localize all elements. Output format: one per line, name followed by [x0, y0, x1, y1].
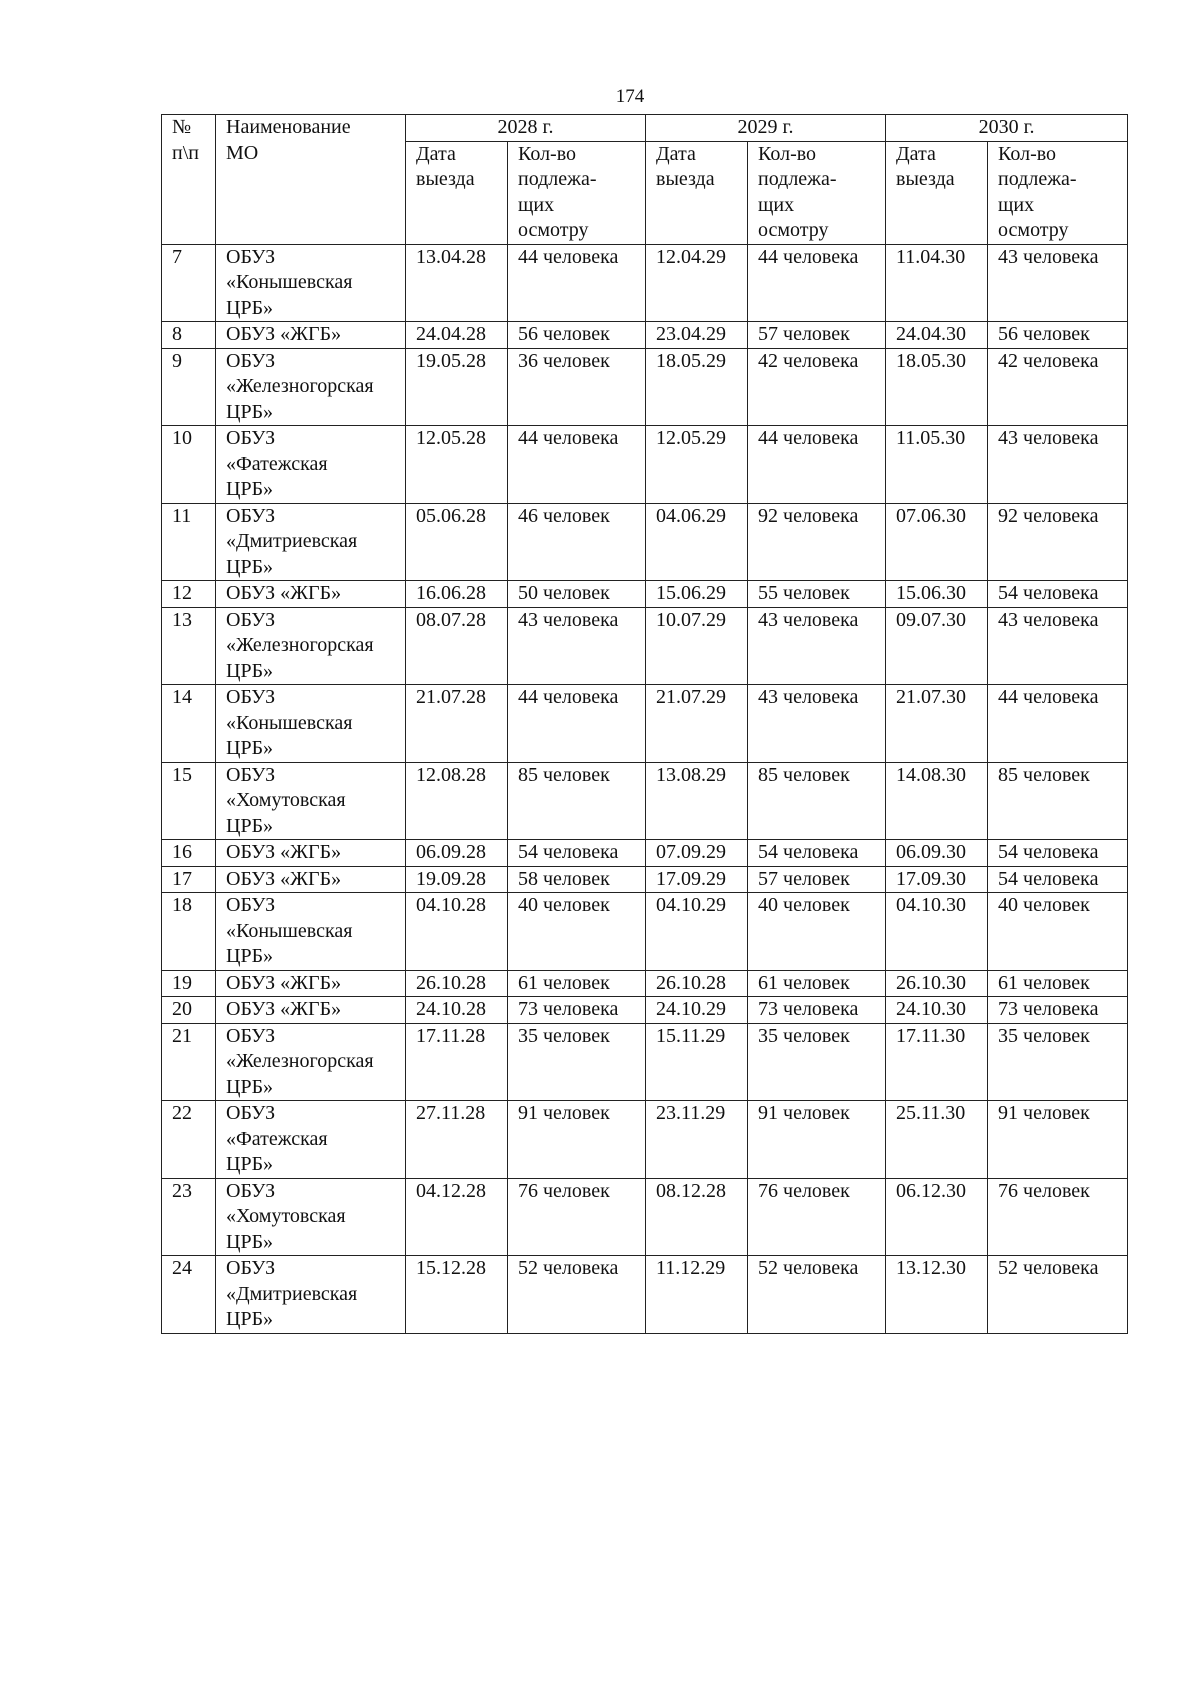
visit-date-2030: 13.12.30	[886, 1256, 988, 1334]
organization-name: ОБУЗ «Хомутовская ЦРБ»	[216, 762, 406, 840]
organization-name: ОБУЗ «Конышевская ЦРБ»	[216, 685, 406, 763]
exam-count-2030: 56 человек	[988, 322, 1128, 349]
header-num: № п\п	[162, 115, 216, 245]
exam-count-2029: 57 человек	[748, 322, 886, 349]
exam-count-2028: 56 человек	[508, 322, 646, 349]
row-number: 20	[162, 997, 216, 1024]
row-number: 17	[162, 866, 216, 893]
visit-date-2028: 27.11.28	[406, 1101, 508, 1179]
exam-count-2028: 54 человека	[508, 840, 646, 867]
exam-count-2030: 43 человека	[988, 244, 1128, 322]
visit-date-2030: 15.06.30	[886, 581, 988, 608]
visit-date-2029: 04.10.29	[646, 893, 748, 971]
row-number: 19	[162, 970, 216, 997]
exam-count-2030: 76 человек	[988, 1178, 1128, 1256]
row-number: 16	[162, 840, 216, 867]
row-number: 18	[162, 893, 216, 971]
row-number: 9	[162, 348, 216, 426]
visit-date-2029: 07.09.29	[646, 840, 748, 867]
header-count: Кол-во подлежа- щих осмотру	[508, 141, 646, 244]
visit-date-2029: 04.06.29	[646, 503, 748, 581]
exam-count-2028: 44 человека	[508, 685, 646, 763]
visit-date-2029: 17.09.29	[646, 866, 748, 893]
exam-count-2029: 35 человек	[748, 1023, 886, 1101]
exam-count-2029: 44 человека	[748, 244, 886, 322]
header-year-2028: 2028 г.	[406, 115, 646, 142]
visit-date-2030: 24.04.30	[886, 322, 988, 349]
exam-count-2030: 61 человек	[988, 970, 1128, 997]
visit-date-2028: 19.05.28	[406, 348, 508, 426]
exam-count-2028: 40 человек	[508, 893, 646, 971]
exam-count-2029: 91 человек	[748, 1101, 886, 1179]
table-row	[162, 244, 1128, 322]
exam-count-2029: 42 человека	[748, 348, 886, 426]
organization-name: ОБУЗ «ЖГБ»	[216, 840, 406, 867]
visit-date-2028: 04.12.28	[406, 1178, 508, 1256]
page-number: 174	[615, 86, 645, 107]
visit-date-2028: 12.08.28	[406, 762, 508, 840]
visit-date-2028: 08.07.28	[406, 607, 508, 685]
row-number: 10	[162, 426, 216, 504]
exam-count-2028: 46 человек	[508, 503, 646, 581]
organization-name: ОБУЗ «Железногорская ЦРБ»	[216, 607, 406, 685]
visit-date-2029: 18.05.29	[646, 348, 748, 426]
exam-count-2030: 43 человека	[988, 426, 1128, 504]
header-row-years	[162, 115, 1128, 142]
header-count: Кол-во подлежа- щих осмотру	[988, 141, 1128, 244]
exam-count-2028: 43 человека	[508, 607, 646, 685]
exam-count-2029: 40 человек	[748, 893, 886, 971]
visit-date-2029: 23.04.29	[646, 322, 748, 349]
visit-date-2030: 24.10.30	[886, 997, 988, 1024]
organization-name: ОБУЗ «Железногорская ЦРБ»	[216, 1023, 406, 1101]
exam-count-2029: 73 человека	[748, 997, 886, 1024]
organization-name: ОБУЗ «Конышевская ЦРБ»	[216, 244, 406, 322]
visit-date-2030: 21.07.30	[886, 685, 988, 763]
row-number: 7	[162, 244, 216, 322]
visit-date-2030: 11.04.30	[886, 244, 988, 322]
exam-count-2029: 76 человек	[748, 1178, 886, 1256]
table-row	[162, 970, 1128, 997]
visit-date-2028: 06.09.28	[406, 840, 508, 867]
visit-date-2030: 06.09.30	[886, 840, 988, 867]
row-number: 8	[162, 322, 216, 349]
organization-name: ОБУЗ «Конышевская ЦРБ»	[216, 893, 406, 971]
table-row	[162, 322, 1128, 349]
row-number: 22	[162, 1101, 216, 1179]
table-row	[162, 1256, 1128, 1334]
exam-count-2029: 43 человека	[748, 685, 886, 763]
table-row	[162, 581, 1128, 608]
exam-count-2029: 92 человека	[748, 503, 886, 581]
exam-count-2030: 91 человек	[988, 1101, 1128, 1179]
exam-count-2030: 54 человека	[988, 840, 1128, 867]
exam-count-2029: 52 человека	[748, 1256, 886, 1334]
exam-count-2030: 54 человека	[988, 866, 1128, 893]
row-number: 13	[162, 607, 216, 685]
exam-count-2028: 85 человек	[508, 762, 646, 840]
visit-date-2030: 06.12.30	[886, 1178, 988, 1256]
exam-count-2029: 57 человек	[748, 866, 886, 893]
visit-date-2029: 24.10.29	[646, 997, 748, 1024]
table-row	[162, 1178, 1128, 1256]
organization-name: ОБУЗ «Дмитриевская ЦРБ»	[216, 503, 406, 581]
visit-date-2028: 04.10.28	[406, 893, 508, 971]
table-row	[162, 1101, 1128, 1179]
organization-name: ОБУЗ «ЖГБ»	[216, 866, 406, 893]
visit-date-2030: 25.11.30	[886, 1101, 988, 1179]
visit-date-2028: 24.04.28	[406, 322, 508, 349]
visit-date-2030: 17.09.30	[886, 866, 988, 893]
exam-count-2030: 44 человека	[988, 685, 1128, 763]
visit-date-2030: 17.11.30	[886, 1023, 988, 1101]
visit-date-2029: 12.04.29	[646, 244, 748, 322]
visit-date-2029: 13.08.29	[646, 762, 748, 840]
exam-count-2028: 36 человек	[508, 348, 646, 426]
visit-date-2029: 08.12.28	[646, 1178, 748, 1256]
visit-date-2028: 15.12.28	[406, 1256, 508, 1334]
row-number: 23	[162, 1178, 216, 1256]
visit-date-2029: 23.11.29	[646, 1101, 748, 1179]
visit-date-2028: 13.04.28	[406, 244, 508, 322]
table-row	[162, 997, 1128, 1024]
visit-date-2029: 26.10.28	[646, 970, 748, 997]
exam-count-2028: 76 человек	[508, 1178, 646, 1256]
exam-count-2029: 44 человека	[748, 426, 886, 504]
exam-count-2030: 42 человека	[988, 348, 1128, 426]
exam-count-2030: 85 человек	[988, 762, 1128, 840]
table-row	[162, 685, 1128, 763]
exam-count-2030: 73 человека	[988, 997, 1128, 1024]
organization-name: ОБУЗ «Хомутовская ЦРБ»	[216, 1178, 406, 1256]
table-header	[162, 115, 1128, 245]
exam-count-2030: 52 человека	[988, 1256, 1128, 1334]
table-row	[162, 762, 1128, 840]
exam-count-2028: 61 человек	[508, 970, 646, 997]
header-date: Дата выезда	[406, 141, 508, 244]
visit-date-2028: 19.09.28	[406, 866, 508, 893]
exam-count-2028: 73 человека	[508, 997, 646, 1024]
visit-date-2029: 15.11.29	[646, 1023, 748, 1101]
visit-date-2030: 14.08.30	[886, 762, 988, 840]
organization-name: ОБУЗ «Дмитриевская ЦРБ»	[216, 1256, 406, 1334]
row-number: 14	[162, 685, 216, 763]
exam-count-2028: 35 человек	[508, 1023, 646, 1101]
visit-date-2028: 16.06.28	[406, 581, 508, 608]
visit-date-2028: 21.07.28	[406, 685, 508, 763]
visit-date-2030: 11.05.30	[886, 426, 988, 504]
exam-count-2028: 44 человека	[508, 244, 646, 322]
row-number: 11	[162, 503, 216, 581]
organization-name: ОБУЗ «ЖГБ»	[216, 970, 406, 997]
table-row	[162, 426, 1128, 504]
header-date: Дата выезда	[646, 141, 748, 244]
row-number: 24	[162, 1256, 216, 1334]
exam-count-2028: 91 человек	[508, 1101, 646, 1179]
visit-date-2029: 15.06.29	[646, 581, 748, 608]
header-date: Дата выезда	[886, 141, 988, 244]
visit-date-2029: 12.05.29	[646, 426, 748, 504]
table-row	[162, 503, 1128, 581]
exam-count-2029: 85 человек	[748, 762, 886, 840]
header-year-2030: 2030 г.	[886, 115, 1128, 142]
table-row	[162, 893, 1128, 971]
exam-count-2030: 40 человек	[988, 893, 1128, 971]
exam-count-2029: 43 человека	[748, 607, 886, 685]
exam-count-2030: 54 человека	[988, 581, 1128, 608]
organization-name: ОБУЗ «ЖГБ»	[216, 322, 406, 349]
organization-name: ОБУЗ «Железногорская ЦРБ»	[216, 348, 406, 426]
row-number: 12	[162, 581, 216, 608]
visit-date-2029: 10.07.29	[646, 607, 748, 685]
row-number: 15	[162, 762, 216, 840]
visit-date-2028: 12.05.28	[406, 426, 508, 504]
table-row	[162, 840, 1128, 867]
header-year-2029: 2029 г.	[646, 115, 886, 142]
exam-count-2028: 44 человека	[508, 426, 646, 504]
visit-date-2030: 07.06.30	[886, 503, 988, 581]
table-row	[162, 1023, 1128, 1101]
table-row	[162, 607, 1128, 685]
organization-name: ОБУЗ «Фатежская ЦРБ»	[216, 426, 406, 504]
visit-date-2028: 05.06.28	[406, 503, 508, 581]
header-name: Наименование МО	[216, 115, 406, 245]
exam-count-2028: 50 человек	[508, 581, 646, 608]
table-row	[162, 348, 1128, 426]
visit-date-2029: 21.07.29	[646, 685, 748, 763]
visit-date-2030: 18.05.30	[886, 348, 988, 426]
exam-count-2030: 43 человека	[988, 607, 1128, 685]
visit-date-2029: 11.12.29	[646, 1256, 748, 1334]
visit-date-2030: 26.10.30	[886, 970, 988, 997]
exam-count-2029: 54 человека	[748, 840, 886, 867]
table-body	[162, 244, 1128, 1333]
visit-date-2030: 04.10.30	[886, 893, 988, 971]
exam-count-2028: 52 человека	[508, 1256, 646, 1334]
exam-count-2028: 58 человек	[508, 866, 646, 893]
organization-name: ОБУЗ «Фатежская ЦРБ»	[216, 1101, 406, 1179]
exam-count-2029: 61 человек	[748, 970, 886, 997]
exam-schedule-table	[161, 114, 1128, 1334]
visit-date-2028: 17.11.28	[406, 1023, 508, 1101]
visit-date-2028: 24.10.28	[406, 997, 508, 1024]
table-row	[162, 866, 1128, 893]
visit-date-2030: 09.07.30	[886, 607, 988, 685]
visit-date-2028: 26.10.28	[406, 970, 508, 997]
organization-name: ОБУЗ «ЖГБ»	[216, 997, 406, 1024]
exam-count-2030: 92 человека	[988, 503, 1128, 581]
header-count: Кол-во подлежа- щих осмотру	[748, 141, 886, 244]
organization-name: ОБУЗ «ЖГБ»	[216, 581, 406, 608]
exam-count-2030: 35 человек	[988, 1023, 1128, 1101]
exam-count-2029: 55 человек	[748, 581, 886, 608]
row-number: 21	[162, 1023, 216, 1101]
